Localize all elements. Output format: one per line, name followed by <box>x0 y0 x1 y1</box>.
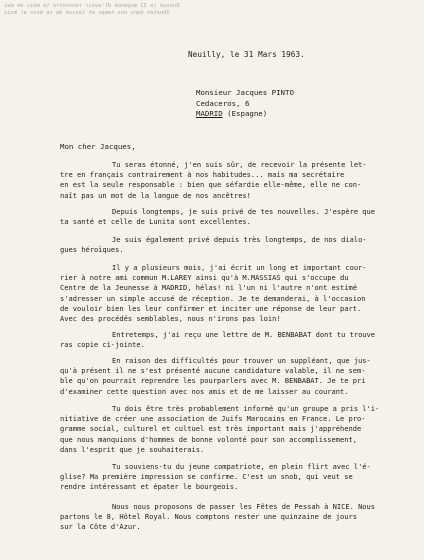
addressee-street: Cedaceros, 6 <box>196 98 250 108</box>
addressee-country: (Espagne) <box>227 109 268 119</box>
text-line: Entretemps, j'ai reçu une lettre de M. BENBABAT dont tu trouve <box>112 330 376 339</box>
text-line: ras copie ci-jointe. <box>60 340 145 350</box>
date-line: Neuilly, le 31 Mars 1963. <box>188 50 305 59</box>
paragraph <box>60 235 367 255</box>
paragraph <box>60 330 375 350</box>
paragraph <box>60 404 379 455</box>
text-line: d'examiner cette question avec nos amis et de me laisser au courant. <box>60 386 349 396</box>
addressee-city: MADRID <box>196 109 223 119</box>
paragraph <box>60 207 375 227</box>
text-line: ble qu'on pourrait reprendre les pourparlers avec M. BENBABAT. Je te pri <box>60 376 366 386</box>
paragraph <box>60 160 367 201</box>
text-line: ta santé et celle de Lunita sont excellentes. <box>60 217 251 227</box>
addressee-block <box>196 88 294 120</box>
addressee-name: Monsieur Jacques PINTO <box>196 88 294 97</box>
paragraph <box>60 462 371 493</box>
addressee-city-line <box>196 109 294 120</box>
text-line: s'adresser un simple accusé de réception. Je te demanderai, à l'occasion <box>60 293 366 303</box>
text-line: Tu dois être très probablement informé qu'un groupe a pris l'i- <box>112 404 380 413</box>
text-line: tre en français contrairement à nos habitudes... mais ma secrétaire <box>60 170 345 180</box>
text-line: partons le 8, Hôtel Royal. Nous comptons rester une quinzaine de jours <box>60 512 357 522</box>
text-line: sur la Côte d'Azur. <box>60 522 141 532</box>
text-line: Je suis également privé depuis très longtemps, de nos dialo- <box>112 235 367 244</box>
text-line: Tu souviens-tu du jeune compatriote, en plein flirt avec l'é- <box>112 462 371 471</box>
text-line: rier à notre ami commun M.LAREY ainsi qu'à M.MASSIAS qui s'occupe du <box>60 273 349 283</box>
text-line: Centre de la Jeunesse à MADRID, hélas! ni l'un ni l'autre n'ont estimé <box>60 283 357 293</box>
paragraph <box>60 502 375 533</box>
text-line: Depuis longtemps, je suis privé de tes nouvelles. J'espère que <box>112 207 376 216</box>
text-line: nitiative de créer une association de Juifs Marocains en France. Le pro- <box>60 414 366 424</box>
text-line: rendre intéressant et épater le bourgeois. <box>60 482 239 492</box>
text-line: Avec des procédés semblables, nous n'irons pas loin! <box>60 314 281 324</box>
paragraph <box>60 356 371 397</box>
paragraph <box>60 263 367 324</box>
salutation: Mon cher Jacques, <box>60 142 136 151</box>
text-line: gramme social, culturel et cultuel est très important mais j'appréhende <box>60 424 362 434</box>
text-line: que nous manquions d'hommes de bonne volonté pour son accomplissement, <box>60 434 357 444</box>
text-line: glise? Ma première impression se confirme. C'est un snob, qui veut se <box>60 472 353 482</box>
bleed-through-text: Ibnelés dans nos temps et laissé de ce mois al mois <box>4 10 170 16</box>
text-line: Il y a plusieurs mois, j'ai écrit un long et important cour- <box>112 263 367 272</box>
text-line: qu'à présent il ne s'est présenté aucune candidature valable, il ne sem- <box>60 366 366 376</box>
text-line: naît pas un mot de la langue de nos ancêtres! <box>60 190 251 200</box>
text-line: en est la seule responsable : bien que séfardie elle-même, elle ne con- <box>60 180 362 190</box>
text-line: de vouloir bien les leur confirmer et inciter une réponse de leur part. <box>60 303 362 313</box>
text-line: dans l'esprit que je souhaiterais. <box>60 444 205 454</box>
text-line: En raison des difficultés pour trouver un suppléant, que jus- <box>112 356 371 365</box>
text-line: Tu seras étonné, j'en suis sûr, de recevoir la présente let- <box>112 160 367 169</box>
text-line: Nous nous proposons de passer les Fêtes de Pessah à NICE. Nous <box>112 502 376 511</box>
bleed-through-text: Encoyé le 31 moyenné dl'avoir rencontré le mois de mai <box>4 3 180 9</box>
text-line: gues héroïques. <box>60 245 124 255</box>
